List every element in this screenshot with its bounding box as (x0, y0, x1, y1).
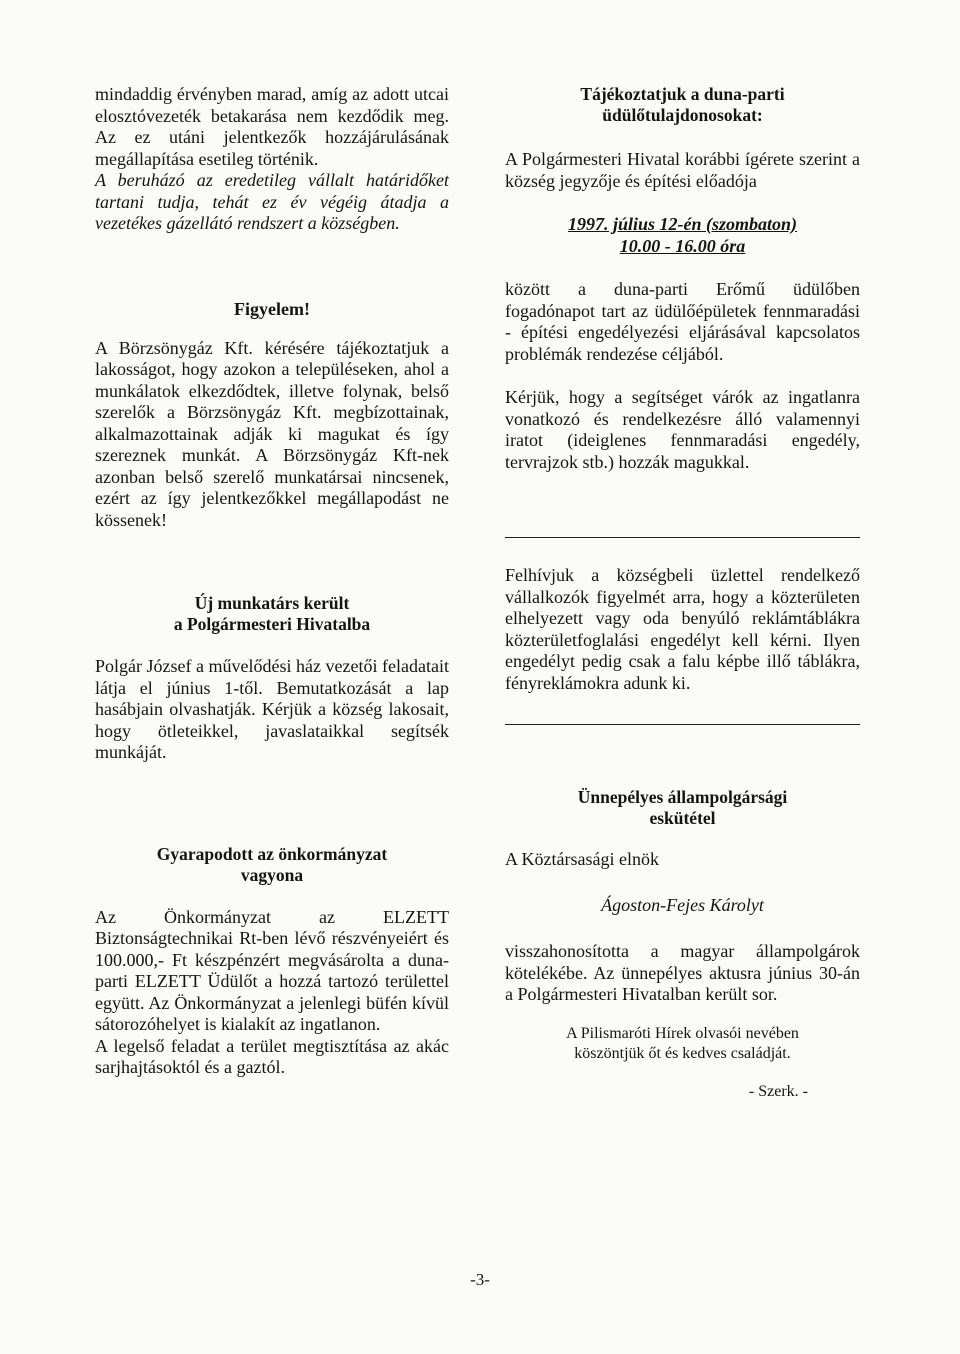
ceremony-heading-line2: eskütétel (649, 808, 716, 828)
editor-signature: - Szerk. - (748, 1082, 808, 1100)
reception-paragraph: között a duna-parti Erőmű üdülőben fogadónapot tart az üdülőépületek fennmaradási - építési engedélyezési eljárásával kapcsolatos problémák rendezése céljából. (505, 279, 860, 364)
new-staff-heading-line2: a Polgármesteri Hivatalba (173, 614, 371, 634)
new-staff-paragraph: Polgár József a művelődési ház vezetői feladatait látja el június 1-től. Bemutatkozását a lap hasábjain olvashatják. Kérjük a község lakosait, hogy ötleteikkel, javaslataikkal segítsék munkáját. (95, 656, 449, 762)
gas-paragraph: mindaddig érvényben marad, amíg az adott utcai elosztóvezeték betakarása nem kezdődik meg. Az ez utáni jelentkezők hozzájárulásának megállapítása esetileg történik. (95, 84, 449, 169)
citizenship-paragraph: visszahonosította a magyar állampolgárok kötelékébe. Az ünnepélyes aktusra június 30-án a Polgármesteri Hivatalban került sor. (505, 941, 860, 1004)
president-line: A Köztársasági elnök (505, 849, 659, 869)
clearing-paragraph: A legelső feladat a terület megtisztítása az akác sarjhajtásoktól és a gaztól. (95, 1035, 449, 1077)
wealth-heading-line1: Gyarapodott az önkormányzat (156, 843, 388, 864)
attention-heading: Figyelem! (234, 298, 310, 319)
elzett-paragraph: Az Önkormányzat az ELZETT Biztonságtechnikai Rt-ben lévő részvényeiért és 100.000,- Ft készpénzért megvásárolta a duna-parti ELZETT Üdülőt a hozzá tartozó területtel együtt. Az Önkormányzat a jelenlegi büfén kívül sátorozóhelyet is kialakít az ingatlanon. (95, 906, 449, 1034)
info-heading-line2: üdülőtulajdonosokat: (602, 105, 763, 125)
page-number: -3- (470, 1270, 490, 1289)
documents-paragraph: Kérjük, hogy a segítséget várók az ingatlanra vonatkozó és rendelkezésre álló valamennyi iratot (ideiglenes fennmaradási engedély, tervrajzok stb.) hozzák magukkal. (505, 387, 860, 472)
section-divider (505, 537, 860, 538)
gas-italic-paragraph: A beruházó az eredetileg vállalt határidőket tartani tudja, tehát ez év végéig átadja a vezetékes gázellátó rendszert a községben. (95, 170, 449, 233)
left-column (95, 84, 449, 1079)
greeting-line1: A Pilismaróti Hírek olvasói nevében (566, 1024, 799, 1042)
citizen-name: Ágoston-Fejes Károlyt (601, 894, 764, 915)
greeting-line2: köszöntjük őt és kedves családját. (574, 1044, 791, 1062)
section-divider (505, 724, 860, 725)
date-line: 1997. július 12-én (szombaton) (567, 214, 798, 234)
right-column (505, 84, 860, 1102)
wealth-heading-line2: vagyona (240, 864, 304, 885)
ceremony-heading-line1: Ünnepélyes állampolgársági (577, 787, 788, 807)
billboard-paragraph: Felhívjuk a községbeli üzlettel rendelkező vállalkozók figyelmét arra, hogy a közterületen elhelyezett vagy oda benyúló reklámtáblákra közterületfoglalási engedélyt kell kérni. Ilyen engedélyt pedig csak a falu képbe illő táblákra, fényreklámokra adunk ki. (505, 565, 860, 693)
office-paragraph: A Polgármesteri Hivatal korábbi ígérete szerint a község jegyzője és építési előadója (505, 149, 860, 191)
time-line: 10.00 - 16.00 óra (619, 235, 746, 256)
info-heading-line1: Tájékoztatjuk a duna-parti (580, 84, 785, 104)
borzsonygaz-paragraph: A Börzsönygáz Kft. kérésére tájékoztatjuk a lakosságot, hogy azokon a településeken, ahol a munkálatok elkezdődtek, illetve folynak, belső szerelők a Börzsönygáz Kft. megbízottainak, alkalmazottainak adják ki magukat és így szereznek munkát. A Börzsönygáz Kft-nek azonban belső szerelő munkatársai nincsenek, ezért az így jelentkezőkkel megállapodást ne kössenek! (95, 337, 449, 530)
new-staff-heading-line1: Új munkatárs került (194, 593, 350, 613)
